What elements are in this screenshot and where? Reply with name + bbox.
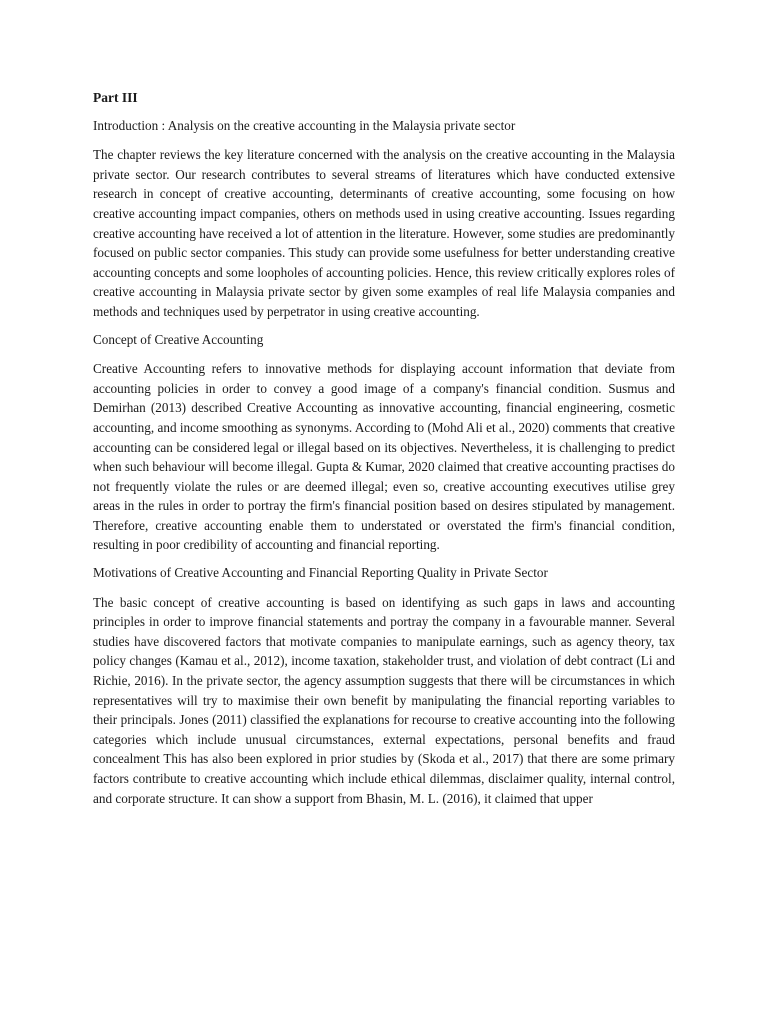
document-body — [93, 88, 675, 816]
motivation-paragraph: The basic concept of creative accounting is based on identifying as such gaps in laws and accounting principles in order to improve financial statements and portray the company in a favourable manner. Several studies have discovered factors that motivate companies to manipulate earnings, such as agency theory, tax policy changes (Kamau et al., 2012), income taxation, stakeholder trust, and violation of debt contract (Li and Richie, 2016). In the private sector, the agency assumption suggests that there will be circumstances in which representatives will try to maximise their own benefit by manipulating the financial reporting variables to their principals. Jones (2011) classified the explanations for recourse to creative accounting into the following categories which include unusual circumstances, external expectations, personal benefits and fraud concealment This has also been explored in prior studies by (Skoda et al., 2017) that there are some primary factors contribute to creative accounting which include ethical dilemmas, disclaimer quality, internal control, and corporate structure. It can show a support from Bhasin, M. L. (2016), it claimed that upper — [93, 594, 675, 806]
part-title: Part III — [93, 90, 138, 105]
intro-paragraph: The chapter reviews the key literature concerned with the analysis on the creative accounting in the Malaysia private sector. Our research contributes to several streams of literatures which have conducted extensive research in concept of creative accounting, determinants of creative accounting, some focusing on how creative accounting impact companies, others on methods used in using creative accounting. Issues regarding creative accounting have received a lot of attention in the literature. However, some studies are predominantly focused on public sector companies. This study can provide some usefulness for better understanding creative accounting concepts and some loopholes of accounting policies. Hence, this review critically explores roles of creative accounting in Malaysia private sector by given some examples of real life Malaysia companies and methods and techniques used by perpetrator in using creative accounting. — [93, 147, 675, 319]
intro-heading: Introduction : Analysis on the creative accounting in the Malaysia private sector — [93, 117, 516, 133]
concept-paragraph: Creative Accounting refers to innovative methods for displaying account information that deviate from accounting policies in order to convey a good image of a company's financial condition. Susmus and Demirhan (2013) described Creative Accounting as innovative accounting, financial engineering, cosmetic accounting, and income smoothing as synonyms. According to (Mohd Ali et al., 2020) comments that creative accounting can be considered legal or illegal based on its objectives. Nevertheless, it is challenging to predict when such behaviour will become illegal. Gupta & Kumar, 2020 claimed that creative accounting practises do not frequently violate the rules or are deemed illegal; even so, creative accounting executives utilise grey areas in the rules in order to portray the firm's financial position based on desires stipulated by management. Therefore, creative accounting enable them to understated or overstated the firm's financial condition, resulting in poor credibility of accounting and financial reporting. — [93, 361, 675, 553]
motivation-heading: Motivations of Creative Accounting and Financial Reporting Quality in Private Sector — [93, 565, 548, 581]
concept-heading: Concept of Creative Accounting — [93, 331, 264, 347]
